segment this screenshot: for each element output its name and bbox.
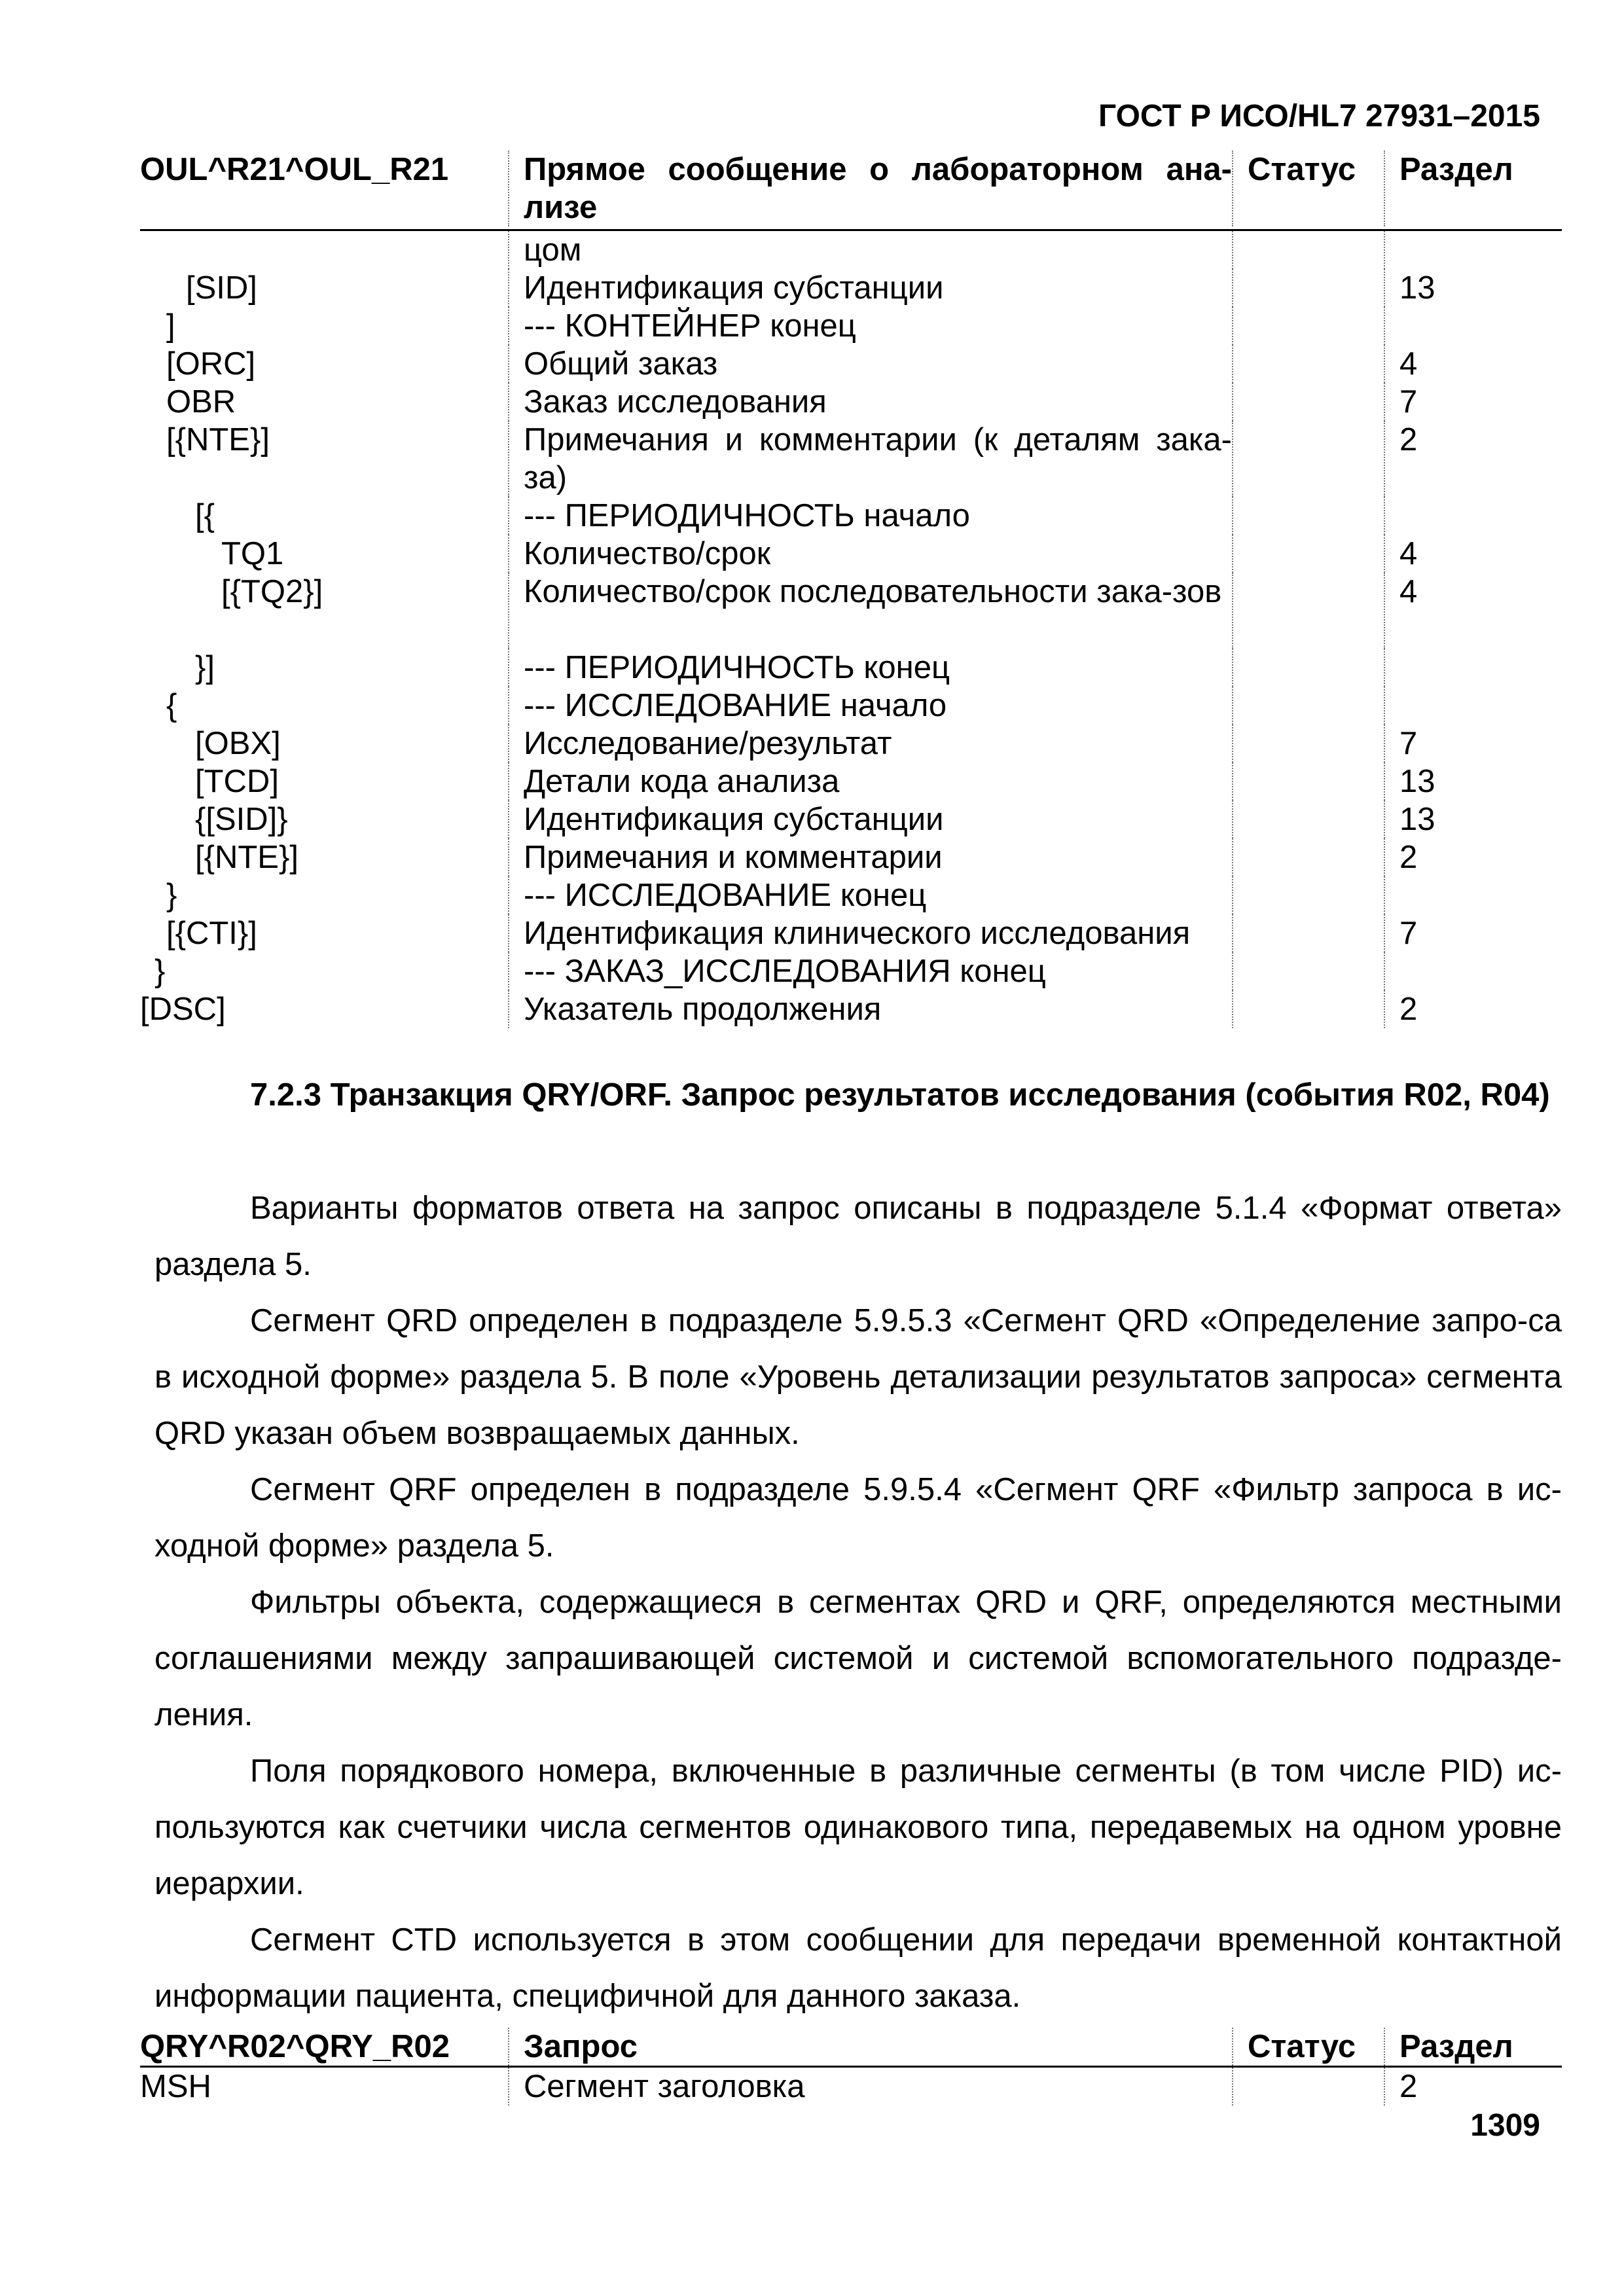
status-cell	[1232, 838, 1384, 876]
description-cell: --- ПЕРИОДИЧНОСТЬ начало	[508, 497, 1232, 535]
status-cell	[1232, 269, 1384, 307]
table-row	[140, 383, 1562, 421]
segment-cell: [SID]	[186, 270, 257, 306]
description-cell: Исследование/результат	[508, 725, 1232, 762]
paragraph: Сегмент QRF определен в подразделе 5.9.5.4 «Сегмент QRF «Фильтр запроса в ис-ходной форме» раздела 5.	[154, 1472, 1562, 1564]
table-row	[140, 990, 1562, 1028]
status-cell	[1232, 573, 1384, 649]
table-row	[140, 952, 1562, 990]
description-cell: Детали кода анализа	[508, 762, 1232, 800]
section-cell	[1384, 649, 1562, 687]
table-row	[140, 231, 1562, 269]
table-row	[140, 345, 1562, 383]
status-cell	[1232, 876, 1384, 914]
paragraph: Фильтры объекта, содержащиеся в сегментах QRD и QRF, определяются местными соглашениями между запрашивающей системой и системой вспомогательного подразде-ления.	[154, 1585, 1562, 1732]
section-cell: 4	[1384, 345, 1562, 383]
header-section-col: Раздел	[1384, 151, 1562, 226]
status-cell	[1232, 800, 1384, 838]
section-cell	[1384, 307, 1562, 345]
segment-cell: [OBX]	[195, 726, 281, 761]
description-cell: Идентификация клинического исследования	[508, 914, 1232, 952]
section-cell	[1384, 876, 1562, 914]
segment-cell: {	[166, 688, 177, 723]
table-row	[140, 838, 1562, 876]
section-cell: 2	[1384, 421, 1562, 497]
table-row	[140, 687, 1562, 725]
section-cell: 13	[1384, 269, 1562, 307]
table-body	[140, 231, 1562, 1028]
table-header-row	[140, 2028, 1562, 2068]
table-row	[140, 725, 1562, 762]
description-cell: --- ИССЛЕДОВАНИЕ начало	[508, 687, 1232, 725]
description-cell: Общий заказ	[508, 345, 1232, 383]
document-standard-header: ГОСТ Р ИСО/HL7 27931–2015	[1098, 99, 1540, 134]
section-cell: 2	[1384, 2068, 1562, 2106]
segment-cell: }	[154, 954, 166, 989]
segment-cell: ]	[166, 308, 175, 344]
section-cell: 7	[1384, 725, 1562, 762]
status-cell	[1232, 535, 1384, 573]
section-heading: 7.2.3 Транзакция QRY/ORF. Запрос результатов исследования (события R02, R04)	[250, 1077, 1550, 1113]
table-row	[140, 800, 1562, 838]
paragraph: Поля порядкового номера, включенные в различные сегменты (в том числе PID) ис-пользуются как счетчики числа сегментов одинакового типа, передавемых на одном уровне иерархии.	[154, 1753, 1562, 1901]
section-cell	[1384, 497, 1562, 535]
description-cell: цом	[508, 231, 1232, 269]
description-cell: Количество/срок	[508, 535, 1232, 573]
description-cell: Сегмент заголовка	[508, 2068, 1232, 2106]
description-cell: Количество/срок последовательности зака-зов	[508, 573, 1232, 649]
description-cell: --- ПЕРИОДИЧНОСТЬ конец	[508, 649, 1232, 687]
section-cell: 13	[1384, 762, 1562, 800]
header-section-col: Раздел	[1384, 2028, 1562, 2066]
header-segment-col: QRY^R02^QRY_R02	[140, 2029, 450, 2064]
section-cell: 7	[1384, 383, 1562, 421]
section-cell: 4	[1384, 535, 1562, 573]
segment-cell: [{	[195, 498, 215, 533]
table-row	[140, 269, 1562, 307]
status-cell	[1232, 952, 1384, 990]
header-description-col: Запрос	[508, 2028, 1232, 2066]
status-cell	[1232, 762, 1384, 800]
table-row	[140, 914, 1562, 952]
status-cell	[1232, 687, 1384, 725]
header-description-col: Прямое сообщение о лабораторном ана-лизе	[508, 151, 1232, 226]
section-cell: 7	[1384, 914, 1562, 952]
description-cell: --- ИССЛЕДОВАНИЕ конец	[508, 876, 1232, 914]
segment-cell: TQ1	[221, 536, 284, 571]
status-cell	[1232, 2068, 1384, 2106]
segment-cell: [TCD]	[195, 764, 279, 799]
segment-cell: [{NTE}]	[195, 840, 298, 875]
segment-cell: {[SID]}	[195, 802, 288, 837]
description-cell: Заказ исследования	[508, 383, 1232, 421]
table-header-row	[140, 151, 1562, 231]
segment-cell: [{CTI}]	[166, 916, 257, 951]
table-body	[140, 2068, 1562, 2106]
section-cell: 13	[1384, 800, 1562, 838]
description-cell: Идентификация субстанции	[508, 269, 1232, 307]
segment-cell: [{TQ2}]	[221, 574, 323, 609]
status-cell	[1232, 990, 1384, 1028]
table-row	[140, 421, 1562, 497]
section-cell: 2	[1384, 990, 1562, 1028]
description-cell: Идентификация субстанции	[508, 800, 1232, 838]
table-row	[140, 2068, 1562, 2106]
segment-cell: }	[166, 878, 177, 913]
description-cell: Указатель продолжения	[508, 990, 1232, 1028]
description-cell: --- ЗАКАЗ_ИССЛЕДОВАНИЯ конец	[508, 952, 1232, 990]
table-row	[140, 649, 1562, 687]
status-cell	[1232, 497, 1384, 535]
section-cell: 4	[1384, 573, 1562, 649]
header-status-col: Статус	[1232, 151, 1384, 226]
section-cell	[1384, 231, 1562, 269]
status-cell	[1232, 383, 1384, 421]
status-cell	[1232, 421, 1384, 497]
section-cell	[1384, 952, 1562, 990]
status-cell	[1232, 649, 1384, 687]
header-segment-col: OUL^R21^OUL_R21	[140, 152, 449, 187]
status-cell	[1232, 231, 1384, 269]
description-cell: Примечания и комментарии	[508, 838, 1232, 876]
section-cell: 2	[1384, 838, 1562, 876]
segment-cell: [{NTE}]	[166, 422, 270, 457]
paragraph: Варианты форматов ответа на запрос описаны в подразделе 5.1.4 «Формат ответа» раздела 5.	[154, 1191, 1562, 1282]
table-row	[140, 307, 1562, 345]
description-cell: --- КОНТЕЙНЕР конец	[508, 307, 1232, 345]
segment-cell: OBR	[166, 384, 236, 420]
status-cell	[1232, 307, 1384, 345]
paragraph: Сегмент QRD определен в подразделе 5.9.5.3 «Сегмент QRD «Определение запро-са в исходной форме» раздела 5. В поле «Уровень детализации результатов запроса» сегмента QRD указан объем возвращаемых данных.	[154, 1303, 1562, 1451]
segment-cell: [ORC]	[166, 346, 256, 382]
paragraph: Сегмент CTD используется в этом сообщении для передачи временной контактной информации пациента, специфичной для данного заказа.	[154, 1922, 1562, 2014]
segment-cell: [DSC]	[140, 992, 226, 1027]
status-cell	[1232, 725, 1384, 762]
table-row	[140, 497, 1562, 535]
status-cell	[1232, 914, 1384, 952]
table-row	[140, 762, 1562, 800]
segment-cell: }]	[195, 650, 215, 685]
query-structure-table	[140, 2028, 1562, 2106]
table-row	[140, 573, 1562, 649]
segment-cell	[140, 231, 508, 269]
header-status-col: Статус	[1232, 2028, 1384, 2066]
message-structure-table	[140, 151, 1562, 1028]
table-row	[140, 535, 1562, 573]
segment-cell: MSH	[140, 2069, 211, 2104]
table-row	[140, 876, 1562, 914]
section-cell	[1384, 687, 1562, 725]
page-number: 1309	[1470, 2108, 1540, 2143]
status-cell	[1232, 345, 1384, 383]
description-cell: Примечания и комментарии (к деталям зака-за)	[508, 421, 1232, 497]
